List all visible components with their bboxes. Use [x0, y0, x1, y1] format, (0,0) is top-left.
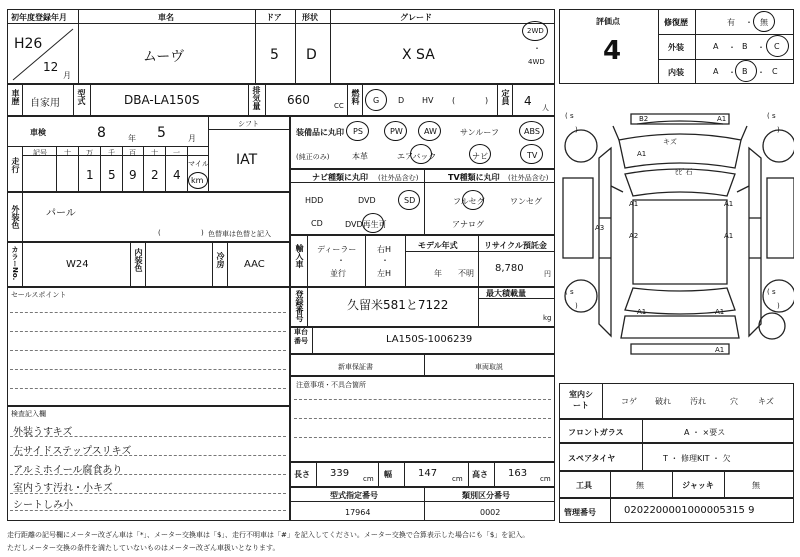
- diag-paren-br: ( s: [767, 288, 776, 296]
- doors-label: ドア: [266, 13, 282, 22]
- grade-label: グレード: [400, 13, 432, 22]
- import-right-h: 右H: [377, 245, 392, 254]
- ext-dot2: ・: [757, 43, 765, 52]
- height-label: 高さ: [472, 470, 488, 479]
- unit-hyaku: 百: [129, 149, 136, 157]
- tv-label: TV種類に丸印: [448, 173, 500, 182]
- footer-line-1: 走行距離の記号欄にメーター改ざん車は「*」、メーター交換車は「$」、走行不明車は「#」を記入してください。メーター交換で合算表示した場合にも「$」を記入。: [7, 531, 530, 539]
- navi-dvd-play: DVD再生可: [345, 220, 387, 229]
- diag-label-a2: A2: [629, 232, 639, 240]
- mileage-digit-2: 5: [108, 168, 116, 182]
- inspection-month-unit: 月: [188, 134, 196, 143]
- mileage-digit-3: 9: [129, 168, 137, 182]
- doors: 5: [270, 47, 279, 63]
- ac-label: 冷房: [216, 252, 225, 268]
- exterior-color-paren-open: (: [158, 229, 161, 237]
- model-label: 型式: [77, 89, 86, 105]
- fuel-paren-open: (: [452, 96, 456, 105]
- int-b: B: [742, 67, 748, 76]
- diag-label-a1-rear2: A1: [715, 308, 725, 316]
- navi-label: ナビ種類に丸印: [312, 173, 368, 182]
- diag-paren-br-close: ): [777, 302, 780, 310]
- fuel-paren-close: ): [485, 96, 489, 105]
- cc-unit: CC: [334, 102, 344, 110]
- diag-paren-tr-close: ): [777, 126, 780, 134]
- exterior-color-paren-close: ): [201, 229, 204, 237]
- shape-label: 形状: [302, 13, 318, 22]
- equip-pw: PW: [390, 127, 403, 136]
- km-label: km: [191, 176, 204, 185]
- diag-label-hibi: ﾋﾋﾞ石: [675, 168, 693, 176]
- import-dealer: ディーラー: [317, 245, 357, 254]
- seat-label: 室内シート: [569, 390, 593, 410]
- inspector-note-5: シートしみ小: [13, 500, 73, 511]
- inspection-year-unit: 年: [128, 134, 136, 143]
- car-name: ムーヴ: [143, 49, 185, 65]
- glass-label: フロントガラス: [568, 428, 624, 437]
- fuel-g-circle: [365, 89, 387, 111]
- repair-no: 無: [760, 18, 768, 27]
- equip-ps: PS: [353, 127, 363, 136]
- drive-dot: ・: [533, 44, 541, 53]
- equip-tv: TV: [527, 151, 538, 160]
- shift-value: IAT: [236, 152, 258, 168]
- model-year-unknown: 不明: [458, 269, 474, 278]
- car-diagram: [559, 88, 794, 378]
- person-unit: 人: [542, 104, 549, 112]
- mile-label: マイル: [188, 160, 209, 168]
- diag-label-a1-left: A1: [629, 200, 639, 208]
- equip-aw-circle: [418, 121, 441, 141]
- equip-airbag: エアバック: [397, 152, 437, 161]
- equip-navi: ナビ: [472, 152, 488, 161]
- sales-point-label: セールスポイント: [11, 291, 67, 299]
- fuel-g: G: [373, 96, 380, 105]
- recycle-value: 8,780: [495, 263, 524, 274]
- ext-dot1: ・: [728, 43, 736, 52]
- tv-sub: (社外品含む): [508, 174, 549, 182]
- mileage-digit-5: 4: [173, 168, 181, 182]
- navi-cd: CD: [311, 219, 323, 228]
- equip-sunroof: サンルーフ: [460, 128, 499, 137]
- diag-label-kizu: キズ: [663, 138, 677, 146]
- glass-value: A ・ ×要ス: [684, 428, 726, 437]
- score-label: 評価点: [596, 17, 620, 26]
- use-value: 自家用: [30, 98, 60, 109]
- warranty-label: 新車保証書: [338, 363, 373, 371]
- inspector-note-1: 外装うすキズ: [13, 427, 73, 438]
- equip-airbag-circle: [410, 144, 432, 164]
- score-value: 4: [603, 36, 622, 66]
- shape: D: [306, 47, 317, 63]
- manage-label: 管理番号: [564, 508, 596, 517]
- import-left-h: 左H: [377, 269, 392, 278]
- jack-value: 無: [752, 481, 760, 490]
- fuel-d: D: [398, 96, 405, 105]
- displacement-label: 排気量: [252, 86, 261, 110]
- inspector-note-4: 室内うす汚れ・小キズ: [13, 483, 113, 494]
- unit-sen: 千: [108, 149, 115, 157]
- unit-ichi: 一: [173, 149, 180, 157]
- mileage-digit-4: 2: [151, 168, 159, 182]
- repair-no-circle: [753, 11, 775, 32]
- equip-navi-circle: [469, 144, 491, 164]
- unit-ju2: 十: [151, 149, 158, 157]
- reg-month: 12: [43, 60, 59, 74]
- seat-yogore: 汚れ: [690, 397, 706, 406]
- use-label: 車歴: [11, 89, 20, 105]
- tools-label: 工具: [576, 481, 592, 490]
- color-no-label: カラーNo.: [11, 246, 19, 281]
- chassis-label: 車台番号: [294, 328, 308, 345]
- inspector-note-2: 左サイドステップスリキズ: [13, 446, 132, 457]
- width-unit: cm: [452, 475, 463, 483]
- interior-label: 内装: [668, 68, 684, 77]
- shift-label: シフト: [238, 120, 259, 128]
- ac-value: AAC: [244, 259, 265, 270]
- reg-year-label: 初年度登録年月: [11, 13, 67, 22]
- equip-ps-circle: [346, 121, 369, 141]
- diag-paren-bl-close: ): [575, 302, 578, 310]
- reg-month-unit: 月: [63, 71, 71, 80]
- color-no-value: W24: [66, 259, 89, 270]
- length-label: 長さ: [294, 470, 310, 479]
- repair-dot: ・: [745, 18, 753, 27]
- length-unit: cm: [363, 475, 374, 483]
- diag-paren-tl-close: ): [575, 126, 578, 134]
- height-unit: cm: [540, 475, 551, 483]
- equip-abs-circle: [519, 121, 544, 141]
- notes-label: 注意事項・不具合箇所: [296, 381, 366, 389]
- navi-sd-circle: [398, 190, 420, 210]
- import-dot-2: ・: [381, 256, 389, 265]
- int-a: A: [713, 67, 719, 76]
- jack-label: ジャッキ: [682, 481, 714, 490]
- reg-year: H26: [14, 36, 43, 52]
- diag-label-a1-right: A1: [724, 200, 734, 208]
- repair-label: 修復歴: [664, 18, 688, 27]
- diag-paren-tr: ( s: [767, 112, 776, 120]
- inspection-month: 5: [157, 125, 166, 141]
- mileage-symbol-label: 記号: [33, 149, 47, 157]
- tv-analog: アナログ: [452, 220, 484, 229]
- warranty-row: [290, 354, 555, 376]
- tv-fullseg-circle: [462, 190, 484, 210]
- class-no-label: 類別区分番号: [462, 491, 510, 500]
- tv-oneseg: ワンセグ: [510, 197, 542, 206]
- km-circle: [188, 172, 208, 189]
- navi-dvd: DVD: [358, 196, 376, 205]
- int-b-circle: [735, 60, 757, 82]
- manage-value: 0202200001000005315 9: [624, 505, 755, 516]
- navi-sub: (社外品含む): [378, 174, 419, 182]
- inspection-label: 車検: [30, 128, 46, 137]
- fuel-label: 燃料: [351, 89, 360, 105]
- spare-label: スペアタイヤ: [568, 454, 616, 463]
- tv-fullseg: フルセグ: [453, 197, 485, 206]
- registration-label: 登録番号: [295, 290, 304, 322]
- diag-label-a1-right2: A1: [724, 232, 734, 240]
- capacity-label: 定員: [501, 89, 510, 105]
- width-label: 幅: [384, 470, 392, 479]
- tools-value: 無: [636, 481, 644, 490]
- seat-koge: コゲ: [621, 397, 637, 406]
- ext-a: A: [713, 42, 719, 51]
- model-year-unit: 年: [434, 269, 442, 278]
- navi-hdd: HDD: [305, 196, 324, 205]
- car-name-label: 車名: [158, 13, 174, 22]
- repair-yes: 有: [727, 18, 735, 27]
- seat-kizu: キズ: [758, 397, 774, 406]
- model-value: DBA-LA150S: [124, 93, 200, 107]
- class-no-value: 0002: [480, 508, 501, 517]
- diag-label-a1-top: A1: [717, 115, 727, 123]
- int-dot2: ・: [757, 68, 765, 77]
- int-c: C: [772, 67, 778, 76]
- diag-label-a1-rear: A1: [637, 308, 647, 316]
- chassis-value: LA150S-1006239: [386, 334, 473, 345]
- exterior-color-value: パール: [46, 208, 76, 219]
- recycle-label: リサイクル預託金: [484, 241, 547, 250]
- diag-label-a3: A3: [595, 224, 605, 232]
- model-year-label: モデル年式: [418, 241, 458, 250]
- mileage-digit-1: 1: [86, 168, 94, 182]
- inspector-note-3: アルミホイール腐食あり: [13, 465, 123, 476]
- grade: X SA: [402, 47, 435, 63]
- seat-yabure: 破れ: [655, 397, 671, 406]
- ext-c-circle: [766, 35, 789, 57]
- drive-2wd-circle: [522, 21, 548, 41]
- recycle-yen: 円: [544, 270, 551, 278]
- unit-ju1: 十: [64, 149, 71, 157]
- fuel-hv: HV: [422, 96, 434, 105]
- equipment-label: 装備品に丸印: [296, 128, 344, 137]
- height-value: 163: [508, 468, 528, 479]
- inspector-label: 検査記入欄: [11, 410, 46, 418]
- int-dot1: ・: [728, 68, 736, 77]
- equipment-sublabel: (純正のみ): [296, 153, 330, 161]
- import-dot-1: ・: [337, 256, 345, 265]
- registration-value: 久留米581と7122: [347, 298, 449, 312]
- max-load-unit: kg: [543, 314, 552, 322]
- displacement-value: 660: [287, 93, 310, 107]
- inspection-year: 8: [97, 125, 106, 141]
- capacity-value: 4: [524, 94, 532, 108]
- diag-label-a1-bottom: A1: [715, 346, 725, 354]
- diag-label-a1-hood: A1: [637, 150, 647, 158]
- interior-color-label: 内装色: [134, 248, 143, 272]
- manual-label: 車両取説: [475, 363, 503, 371]
- footer-line-2: ただしメーター交換の条件を満たしていないものはメーター改ざん車扱いとなります。: [7, 544, 280, 552]
- equip-tv-circle: [520, 144, 543, 164]
- type-no-label: 型式指定番号: [330, 491, 378, 500]
- import-parallel: 並行: [330, 269, 346, 278]
- exterior-color-label: 外装色: [11, 205, 20, 229]
- diag-paren-tl: ( s: [565, 112, 574, 120]
- import-label: 輸入車: [295, 244, 304, 268]
- drive-2wd: 2WD: [527, 27, 544, 35]
- max-load-label: 最大積載量: [486, 289, 526, 298]
- mileage-label: 走行: [11, 157, 20, 173]
- diag-label-b2: B2: [639, 115, 649, 123]
- equip-leather: 本革: [352, 152, 368, 161]
- equip-aw: AW: [424, 127, 437, 136]
- length-value: 339: [330, 468, 350, 479]
- type-no-value: 17964: [345, 508, 371, 517]
- navi-dvd-play-circle: [362, 213, 384, 233]
- exterior-color-note: 色替車は色替と記入: [208, 230, 271, 238]
- ext-b: B: [742, 42, 748, 51]
- equip-abs: ABS: [524, 127, 540, 136]
- width-value: 147: [418, 468, 438, 479]
- diag-paren-bl: ( s: [565, 288, 574, 296]
- seat-ana: 穴: [730, 397, 738, 406]
- spare-value: T ・ 修理KIT ・ 欠: [663, 454, 731, 463]
- drive-4wd: 4WD: [528, 58, 545, 66]
- navi-sd: SD: [404, 196, 416, 205]
- equip-pw-circle: [384, 121, 407, 141]
- ext-c: C: [774, 42, 780, 51]
- unit-man: 万: [86, 149, 93, 157]
- exterior-label: 外装: [668, 43, 684, 52]
